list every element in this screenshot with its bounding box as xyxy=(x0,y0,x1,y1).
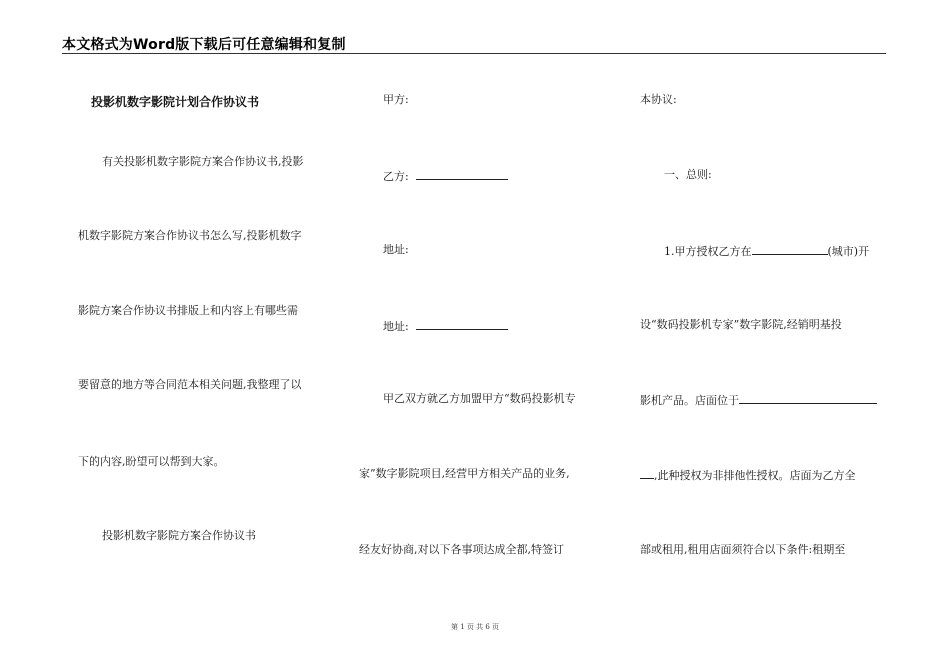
page-footer: 第 1 页 共 6 页 xyxy=(450,623,500,631)
store-location-blank xyxy=(739,392,877,404)
clause-1-line-2: 设“数码投影机专家”数字影院,经销明基投 xyxy=(640,318,842,331)
column2-line-2: 家”数字影院项目,经营甲方相关产品的业务, xyxy=(359,467,570,480)
column1-line-4: 要留意的地方等合同范本相关问题,我整理了以 xyxy=(78,378,302,391)
address-2-row xyxy=(383,318,508,334)
address-2-label: 地址: xyxy=(383,320,409,333)
party-b-row xyxy=(383,168,508,184)
document-title: 投影机数字影院计划合作协议书 xyxy=(91,95,260,109)
party-a-label: 甲方: xyxy=(383,93,409,106)
column1-line-6: 投影机数字影院方案合作协议书 xyxy=(102,529,256,542)
agreement-intro: 本协议: xyxy=(640,93,677,106)
party-b-label: 乙方: xyxy=(383,170,409,183)
column1-line-5: 下的内容,盼望可以帮到大家。 xyxy=(78,455,225,468)
store-location-prefix: 影机产品。店面位于 xyxy=(640,394,739,407)
clause-1-suffix: (城市)开 xyxy=(827,245,870,258)
section-1-heading: 一、总则: xyxy=(664,168,712,181)
clause-1-line-4-text: ,此种授权为非排他性授权。店面为乙方全 xyxy=(654,469,856,482)
clause-1-line-4 xyxy=(640,467,856,483)
column2-line-3: 经友好协商,对以下各事项达成全都,特签订 xyxy=(359,543,564,556)
clause-1-prefix: 1.甲方授权乙方在 xyxy=(664,245,752,258)
address-1-label: 地址: xyxy=(383,243,409,256)
column2-line-1: 甲乙双方就乙方加盟甲方“数码投影机专 xyxy=(383,392,576,405)
city-blank xyxy=(752,243,828,255)
document-header-title: 本文格式为Word版下载后可任意编辑和复制 xyxy=(62,37,346,53)
clause-1-line-5: 部或租用,租用店面须符合以下条件:租期至 xyxy=(640,543,846,556)
store-location-blank-cont xyxy=(640,467,654,479)
clause-1-line-1 xyxy=(664,243,869,259)
column1-line-2: 机数字影院方案合作协议书怎么写,投影机数字 xyxy=(78,229,302,242)
column1-line-3: 影院方案合作协议书排版上和内容上有哪些需 xyxy=(78,304,298,317)
address-2-blank xyxy=(416,318,508,330)
party-b-blank xyxy=(416,168,508,180)
clause-1-line-3 xyxy=(640,392,877,408)
column1-line-1: 有关投影机数字影院方案合作协议书,投影 xyxy=(102,155,304,168)
header-divider xyxy=(62,53,886,54)
